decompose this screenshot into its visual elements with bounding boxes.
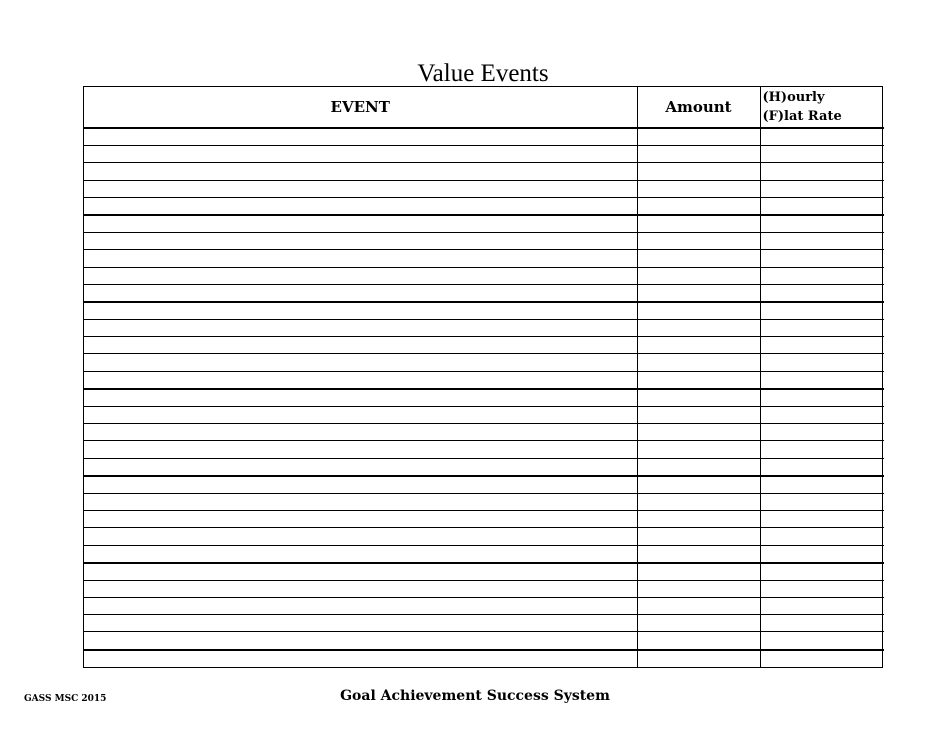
event-cell[interactable] xyxy=(84,302,637,320)
event-cell[interactable] xyxy=(84,128,637,146)
amount-cell[interactable] xyxy=(637,441,760,458)
event-cell[interactable] xyxy=(84,389,637,407)
event-cell[interactable] xyxy=(84,250,637,267)
event-column-header: EVENT xyxy=(84,87,637,128)
rate-cell[interactable] xyxy=(760,545,884,563)
table-row xyxy=(84,250,884,267)
table-row xyxy=(84,180,884,197)
table-row xyxy=(84,267,884,284)
table-row xyxy=(84,371,884,389)
amount-cell[interactable] xyxy=(637,493,760,510)
rate-column-header xyxy=(760,87,884,128)
event-cell[interactable] xyxy=(84,563,637,581)
table-row xyxy=(84,302,884,320)
table-row xyxy=(84,615,884,632)
value-events-table xyxy=(83,86,883,668)
amount-cell[interactable] xyxy=(637,407,760,424)
event-cell[interactable] xyxy=(84,598,637,615)
event-cell[interactable] xyxy=(84,284,637,302)
amount-cell[interactable] xyxy=(637,180,760,197)
rate-cell[interactable] xyxy=(760,476,884,494)
rate-cell[interactable] xyxy=(760,632,884,650)
rate-cell[interactable] xyxy=(760,197,884,215)
table-row xyxy=(84,233,884,250)
rate-cell[interactable] xyxy=(760,180,884,197)
amount-cell[interactable] xyxy=(637,528,760,545)
amount-cell[interactable] xyxy=(637,354,760,371)
table-row xyxy=(84,476,884,494)
amount-cell[interactable] xyxy=(637,650,760,667)
rate-cell[interactable] xyxy=(760,389,884,407)
event-cell[interactable] xyxy=(84,337,637,354)
amount-cell[interactable] xyxy=(637,580,760,597)
event-cell[interactable] xyxy=(84,493,637,510)
amount-cell[interactable] xyxy=(637,197,760,215)
rate-cell[interactable] xyxy=(760,284,884,302)
table-row xyxy=(84,320,884,337)
event-cell[interactable] xyxy=(84,233,637,250)
event-cell[interactable] xyxy=(84,180,637,197)
event-cell[interactable] xyxy=(84,511,637,528)
rate-cell[interactable] xyxy=(760,511,884,528)
table-row xyxy=(84,580,884,597)
table-row xyxy=(84,632,884,650)
event-cell[interactable] xyxy=(84,320,637,337)
table-row xyxy=(84,441,884,458)
table-row xyxy=(84,650,884,667)
rate-cell[interactable] xyxy=(760,128,884,146)
rate-cell[interactable] xyxy=(760,267,884,284)
amount-cell[interactable] xyxy=(637,458,760,476)
rate-cell[interactable] xyxy=(760,320,884,337)
rate-cell[interactable] xyxy=(760,371,884,389)
event-cell[interactable] xyxy=(84,476,637,494)
table-row xyxy=(84,146,884,163)
table-row xyxy=(84,337,884,354)
event-cell[interactable] xyxy=(84,458,637,476)
footer-code: GASS MSC 2015 xyxy=(24,694,107,704)
rate-header-line1: (H)ourly xyxy=(762,90,825,105)
table-row xyxy=(84,284,884,302)
event-cell[interactable] xyxy=(84,615,637,632)
amount-cell[interactable] xyxy=(637,389,760,407)
rate-cell[interactable] xyxy=(760,598,884,615)
event-cell[interactable] xyxy=(84,354,637,371)
rate-cell[interactable] xyxy=(760,250,884,267)
rate-cell[interactable] xyxy=(760,615,884,632)
amount-cell[interactable] xyxy=(637,284,760,302)
table-row xyxy=(84,528,884,545)
rate-cell[interactable] xyxy=(760,337,884,354)
amount-cell[interactable] xyxy=(637,511,760,528)
amount-cell[interactable] xyxy=(637,250,760,267)
rate-header-line2: (F)lat Rate xyxy=(762,109,842,124)
table-row xyxy=(84,424,884,441)
event-cell[interactable] xyxy=(84,371,637,389)
amount-cell[interactable] xyxy=(637,598,760,615)
event-cell[interactable] xyxy=(84,528,637,545)
table-row xyxy=(84,598,884,615)
rate-cell[interactable] xyxy=(760,424,884,441)
footer-title: Goal Achievement Success System xyxy=(340,688,610,704)
rate-cell[interactable] xyxy=(760,441,884,458)
amount-cell[interactable] xyxy=(637,320,760,337)
amount-cell[interactable] xyxy=(637,163,760,180)
amount-cell[interactable] xyxy=(637,476,760,494)
amount-cell[interactable] xyxy=(637,267,760,284)
event-cell[interactable] xyxy=(84,407,637,424)
rate-cell[interactable] xyxy=(760,146,884,163)
table-header-row xyxy=(84,87,884,128)
table-row xyxy=(84,511,884,528)
table-body xyxy=(84,128,884,667)
event-cell[interactable] xyxy=(84,441,637,458)
event-cell[interactable] xyxy=(84,632,637,650)
rate-cell[interactable] xyxy=(760,563,884,581)
table-row xyxy=(84,493,884,510)
table-row xyxy=(84,354,884,371)
table-row xyxy=(84,407,884,424)
table-row xyxy=(84,458,884,476)
amount-cell[interactable] xyxy=(637,563,760,581)
rate-cell[interactable] xyxy=(760,528,884,545)
rate-cell[interactable] xyxy=(760,650,884,667)
amount-cell[interactable] xyxy=(637,128,760,146)
rate-cell[interactable] xyxy=(760,215,884,233)
table-row xyxy=(84,215,884,233)
page-title: Value Events xyxy=(417,60,549,87)
table-row xyxy=(84,389,884,407)
table-row xyxy=(84,545,884,563)
event-cell[interactable] xyxy=(84,424,637,441)
rate-cell[interactable] xyxy=(760,580,884,597)
amount-cell[interactable] xyxy=(637,615,760,632)
amount-cell[interactable] xyxy=(637,233,760,250)
amount-cell[interactable] xyxy=(637,146,760,163)
rate-cell[interactable] xyxy=(760,163,884,180)
amount-cell[interactable] xyxy=(637,424,760,441)
event-cell[interactable] xyxy=(84,215,637,233)
rate-cell[interactable] xyxy=(760,233,884,250)
table-row xyxy=(84,197,884,215)
rate-cell[interactable] xyxy=(760,458,884,476)
amount-cell[interactable] xyxy=(637,632,760,650)
event-cell[interactable] xyxy=(84,580,637,597)
amount-cell[interactable] xyxy=(637,215,760,233)
rate-cell[interactable] xyxy=(760,354,884,371)
event-cell[interactable] xyxy=(84,545,637,563)
rate-cell[interactable] xyxy=(760,302,884,320)
rate-cell[interactable] xyxy=(760,407,884,424)
amount-column-header: Amount xyxy=(637,87,760,128)
rate-cell[interactable] xyxy=(760,493,884,510)
table-row xyxy=(84,128,884,146)
event-cell[interactable] xyxy=(84,650,637,667)
event-cell[interactable] xyxy=(84,267,637,284)
event-cell[interactable] xyxy=(84,146,637,163)
amount-cell[interactable] xyxy=(637,545,760,563)
amount-cell[interactable] xyxy=(637,371,760,389)
event-cell[interactable] xyxy=(84,197,637,215)
event-cell[interactable] xyxy=(84,163,637,180)
table-row xyxy=(84,163,884,180)
amount-cell[interactable] xyxy=(637,302,760,320)
amount-cell[interactable] xyxy=(637,337,760,354)
table-row xyxy=(84,563,884,581)
